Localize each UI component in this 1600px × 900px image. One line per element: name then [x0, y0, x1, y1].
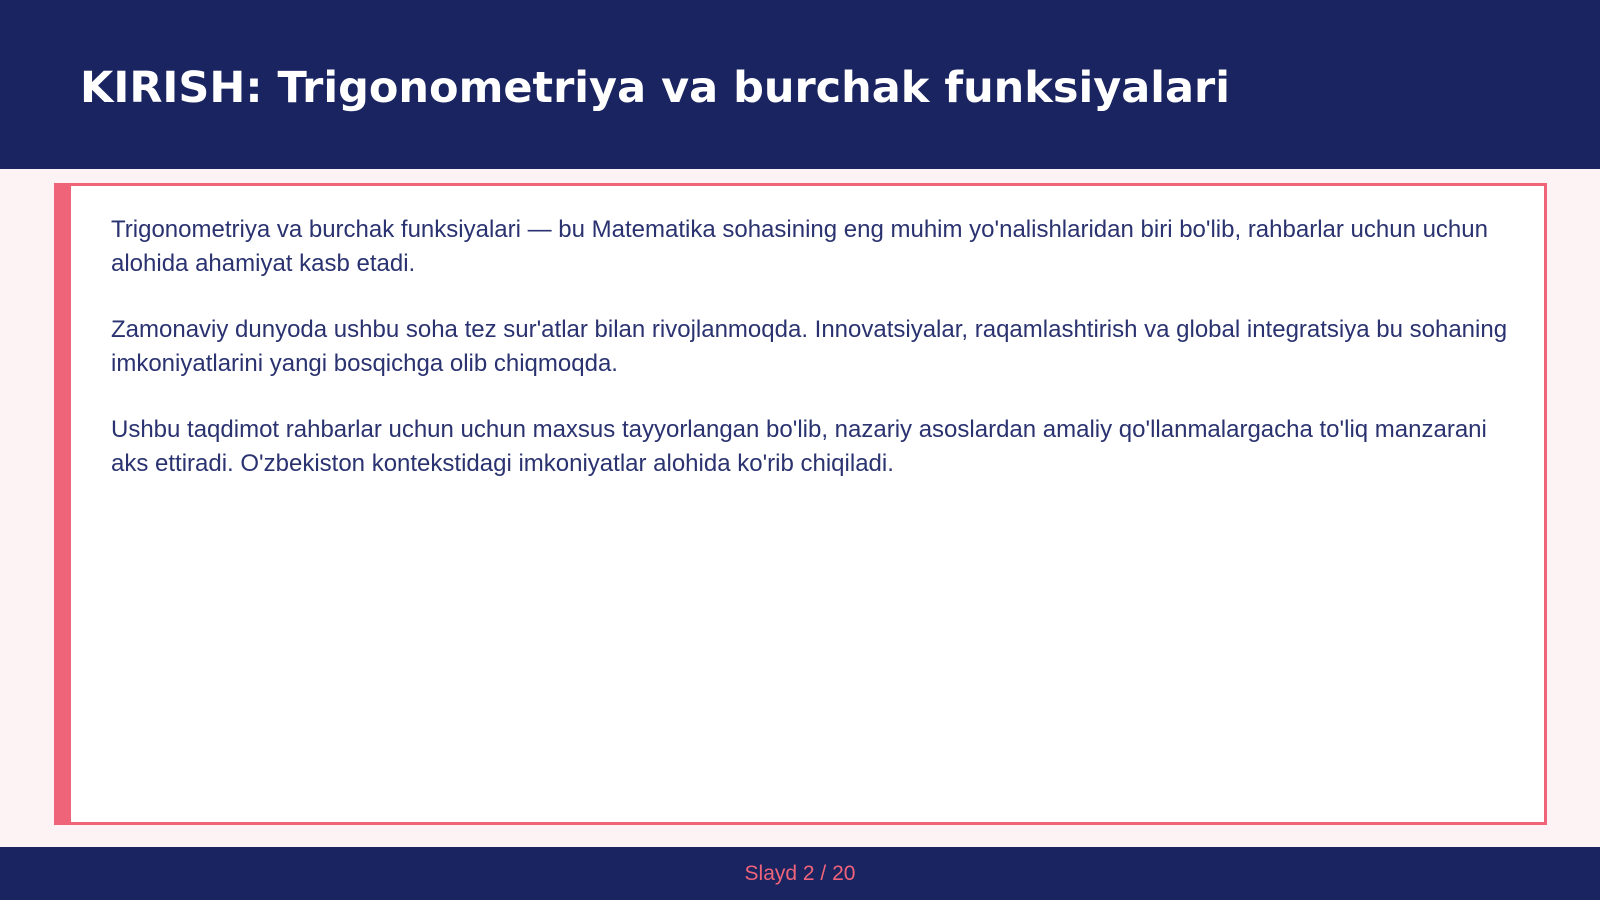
paragraph-modern-world: Zamonaviy dunyoda ushbu soha tez sur'atlar bilan rivojlanmoqda. Innovatsiyalar, raqamlashtirish va global integratsiya bu sohaning imkoniyatlarini yangi bosqichga olib chiqmoqda.: [111, 316, 1508, 377]
content-box: [54, 183, 1547, 825]
content-text: [111, 213, 1511, 513]
slide-title: KIRISH: Trigonometriya va burchak funksiyalari: [80, 63, 1230, 113]
paragraph-intro: Trigonometriya va burchak funksiyalari — bu Matematika sohasining eng muhim yo'nalishlaridan biri bo'lib, rahbarlar uchun uchun alohida ahamiyat kasb etadi.: [111, 216, 1488, 277]
slide-number: Slayd 2 / 20: [744, 862, 856, 885]
slide-header: [0, 0, 1600, 169]
paragraph-presentation: Ushbu taqdimot rahbarlar uchun uchun maxsus tayyorlangan bo'lib, nazariy asoslardan amaliy qo'llanmalargacha to'liq manzarani aks ettiradi. O'zbekiston kontekstidagi imkoniyatlar alohida ko'rib chiqiladi.: [111, 416, 1487, 477]
slide-footer: [0, 847, 1600, 900]
